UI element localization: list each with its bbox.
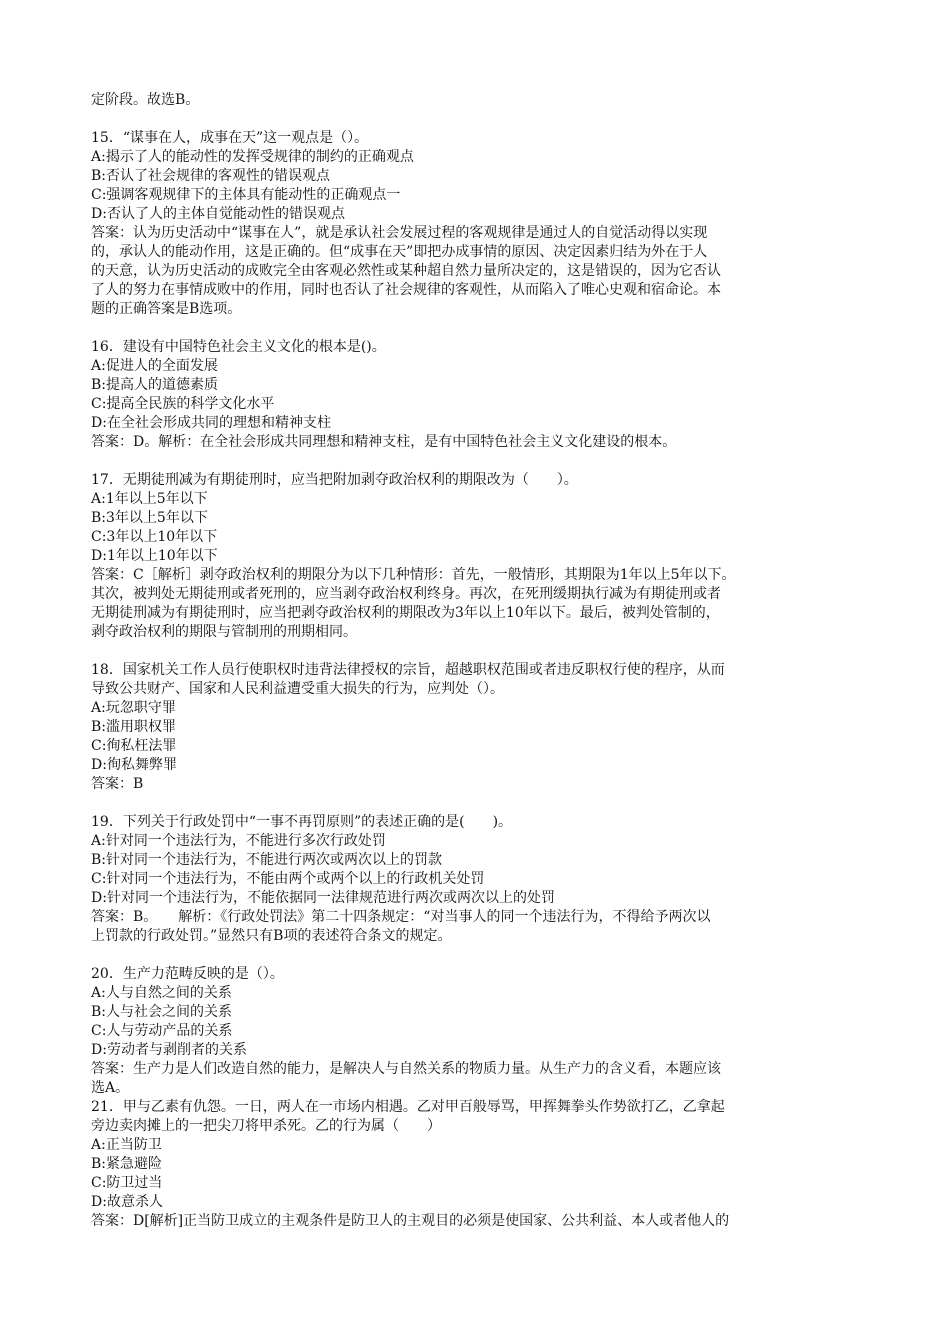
option-d: D:1年以上10年以下 <box>91 548 218 564</box>
answer-line: 答案：C［解析］剥夺政治权利的期限分为以下几种情形：首先，一般情形，其期限为1年以上5年以下。 <box>91 567 736 583</box>
question-16 <box>91 338 861 452</box>
option-a: A:玩忽职守罪 <box>91 700 176 716</box>
question-text: 20．生产力范畴反映的是（）。 <box>91 966 284 982</box>
option-a: A:1年以上5年以下 <box>91 491 208 507</box>
option-b: B:人与社会之间的关系 <box>91 1004 233 1020</box>
option-b: B:紧急避险 <box>91 1156 163 1172</box>
option-d: D:徇私舞弊罪 <box>91 757 177 773</box>
question-text: 导致公共财产、国家和人民利益遭受重大损失的行为，应判处（）。 <box>91 681 504 697</box>
option-c: C:提高全民族的科学文化水平 <box>91 396 275 412</box>
question-text: 18．国家机关工作人员行使职权时违背法律授权的宗旨，超越职权范围或者违反职权行使的程序，从而 <box>91 662 725 678</box>
option-d: D:故意杀人 <box>91 1194 163 1210</box>
option-c: C:人与劳动产品的关系 <box>91 1023 233 1039</box>
answer-line: 答案：生产力是人们改造自然的能力，是解决人与自然关系的物质力量。从生产力的含义看，本题应该 <box>91 1061 721 1077</box>
option-b: B:滥用职权罪 <box>91 719 177 735</box>
option-c: C:防卫过当 <box>91 1175 163 1191</box>
option-b: B:针对同一个违法行为，不能进行两次或两次以上的罚款 <box>91 852 443 868</box>
option-a: A:正当防卫 <box>91 1137 162 1153</box>
option-d: D:针对同一个违法行为，不能依据同一法律规范进行两次或两次以上的处罚 <box>91 890 555 906</box>
option-b: B:否认了社会规律的客观性的错误观点 <box>91 168 331 184</box>
option-c: C:针对同一个违法行为，不能由两个或两个以上的行政机关处罚 <box>91 871 485 887</box>
question-21 <box>91 1098 861 1231</box>
question-text: 15．“谋事在人，成事在天”这一观点是（）。 <box>91 130 369 146</box>
answer-line: 答案：D。解析：在全社会形成共同理想和精神支柱，是有中国特色社会主义文化建设的根本。 <box>91 434 677 450</box>
spacer <box>91 110 861 129</box>
question-19 <box>91 813 861 946</box>
option-b: B:提高人的道德素质 <box>91 377 219 393</box>
option-a: A:揭示了人的能动性的发挥受规律的制约的正确观点 <box>91 149 414 165</box>
option-c: C:3年以上10年以下 <box>91 529 218 545</box>
question-text: 21．甲与乙素有仇怨。一日，两人在一市场内相遇。乙对甲百般辱骂，甲挥舞拳头作势欲打乙，乙拿起 <box>91 1099 725 1115</box>
answer-line: 的天意，认为历史活动的成败完全由客观必然性或某种超自然力量所决定的，这是错误的，因为它否认 <box>91 263 721 279</box>
option-c: C:徇私枉法罪 <box>91 738 177 754</box>
option-d: D:劳动者与剥削者的关系 <box>91 1042 247 1058</box>
answer-line: 无期徒刑减为有期徒刑时，应当把剥夺政治权利的期限改为3年以上10年以下。最后，被判处管制的， <box>91 605 720 621</box>
answer-line: 的，承认人的能动作用，这是正确的。但“成事在天”即把办成事情的原因、决定因素归结为外在于人 <box>91 244 708 260</box>
option-d: D:否认了人的主体自觉能动性的错误观点 <box>91 206 345 222</box>
answer-line: 剥夺政治权利的期限与管制刑的刑期相同。 <box>91 624 357 640</box>
option-a: A:针对同一个违法行为，不能进行多次行政处罚 <box>91 833 386 849</box>
answer-line: 题的正确答案是B选项。 <box>91 301 242 317</box>
answer-line: 答案：B。 解析：《行政处罚法》第二十四条规定：“对当事人的同一个违法行为，不得给予两次以 <box>91 909 711 925</box>
question-text: 旁边卖肉摊上的一把尖刀将甲杀死。乙的行为属（ ） <box>91 1118 441 1134</box>
answer-line: 了人的努力在事情成败中的作用，同时也否认了社会规律的客观性，从而陷入了唯心史观和宿命论。本 <box>91 282 721 298</box>
intro-line: 定阶段。故选B。 <box>91 92 200 108</box>
option-a: A:促进人的全面发展 <box>91 358 218 374</box>
question-20 <box>91 965 861 1098</box>
option-c: C:强调客观规律下的主体具有能动性的正确观点一 <box>91 187 401 203</box>
question-17 <box>91 471 861 642</box>
spacer <box>91 642 861 661</box>
option-b: B:3年以上5年以下 <box>91 510 208 526</box>
spacer <box>91 452 861 471</box>
option-a: A:人与自然之间的关系 <box>91 985 232 1001</box>
answer-line: 答案：B <box>91 776 144 792</box>
answer-line: 上罚款的行政处罚。”显然只有B项的表述符合条文的规定。 <box>91 928 452 944</box>
spacer <box>91 946 861 965</box>
question-text: 17．无期徒刑减为有期徒刑时，应当把附加剥夺政治权利的期限改为（ ）。 <box>91 472 578 488</box>
spacer <box>91 794 861 813</box>
spacer <box>91 319 861 338</box>
question-text: 19．下列关于行政处罚中“一事不再罚原则”的表述正确的是( )。 <box>91 814 513 830</box>
answer-line: 答案：认为历史活动中“谋事在人”，就是承认社会发展过程的客观规律是通过人的自觉活动得以实现 <box>91 225 708 241</box>
document-page <box>91 91 861 1231</box>
option-d: D:在全社会形成共同的理想和精神支柱 <box>91 415 331 431</box>
question-15 <box>91 129 861 319</box>
answer-line: 选A。 <box>91 1080 130 1096</box>
question-text: 16．建设有中国特色社会主义文化的根本是()。 <box>91 339 386 355</box>
answer-line: 答案：D[解析]正当防卫成立的主观条件是防卫人的主观目的必须是使国家、公共利益、本人或者他人的 <box>91 1213 730 1229</box>
question-18 <box>91 661 861 794</box>
answer-line: 其次，被判处无期徒刑或者死刑的，应当剥夺政治权利终身。再次，在死刑缓期执行减为有期徒刑或者 <box>91 586 721 602</box>
